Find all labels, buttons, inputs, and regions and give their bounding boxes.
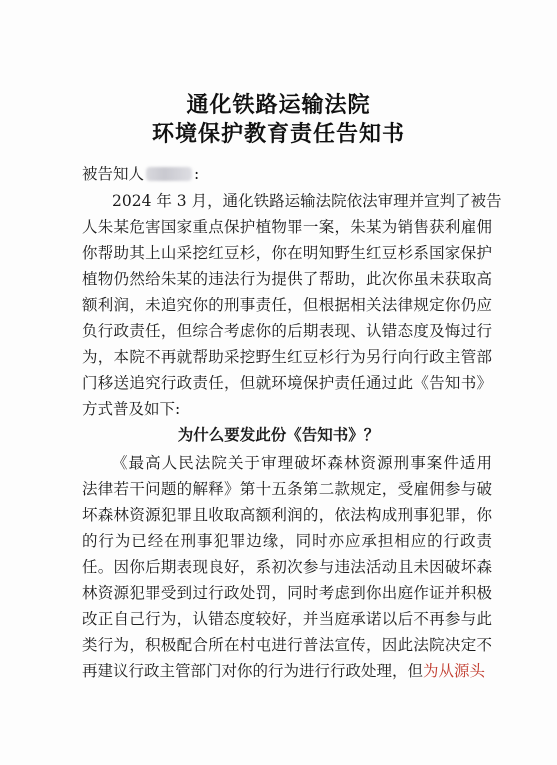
paragraph-text: 再建议行政主管部门对你的行为进行行政处理，但 — [82, 662, 424, 680]
highlighted-text: 为从源头 — [423, 662, 486, 680]
paragraph-line — [82, 660, 492, 682]
paragraph-line: 法律若干问题的解释》第十五条第二款规定，受雇佣参与破 — [82, 480, 492, 498]
paragraph-line: 人朱某危害国家重点保护植物罪一案，朱某为销售获利雇佣 — [82, 218, 492, 236]
document-title-notice: 环境保护教育责任告知书 — [151, 121, 405, 147]
paragraph-line: 任。因你后期表现良好，系初次参与违法活动且未因破坏森 — [82, 558, 492, 576]
paragraph-line: 2024 年 3 月，通化铁路运输法院依法审理并宣判了被告 — [112, 192, 502, 210]
paragraph-line: 方式普及如下: — [82, 400, 181, 418]
section-heading: 为什么要发此份《告知书》？ — [177, 425, 380, 444]
paragraph-line: 的行为已经在刑事犯罪边缘，同时亦应承担相应的行政责 — [82, 532, 492, 550]
redacted-name — [146, 167, 192, 181]
paragraph-line: 负行政责任，但综合考虑你的后期表现、认错态度及悔过行 — [82, 322, 492, 340]
addressee-suffix: : — [194, 165, 200, 183]
addressee-line — [82, 163, 199, 185]
paragraph-line: 你帮助其上山采挖红豆杉，你在明知野生红豆杉系国家保护 — [82, 244, 492, 262]
paragraph-line: 为，本院不再就帮助采挖野生红豆杉行为另行向行政主管部 — [82, 348, 492, 366]
paragraph-line: 门移送追究行政责任，但就环境保护责任通过此《告知书》 — [82, 374, 492, 392]
paragraph-line: 坏森林资源犯罪且收取高额利润的，依法构成刑事犯罪，你 — [82, 506, 492, 524]
paragraph-line: 改正自己行为，认错态度较好，并当庭承诺以后不再参与此 — [82, 610, 492, 628]
paragraph-line: 额利润，未追究你的刑事责任，但根据相关法律规定你仍应 — [82, 296, 492, 314]
addressee-label: 被告知人 — [82, 165, 145, 183]
paragraph-line: 植物仍然给朱某的违法行为提供了帮助，此次你虽未获取高 — [82, 270, 492, 288]
paragraph-line: 《最高人民法院关于审理破坏森林资源刑事案件适用 — [112, 454, 492, 472]
paragraph-line: 类行为，积极配合所在村屯进行普法宣传，因此法院决定不 — [82, 636, 492, 654]
paragraph-line: 林资源犯罪受到过行政处罚，同时考虑到你出庭作证并积极 — [82, 584, 492, 602]
document-title-court: 通化铁路运输法院 — [186, 92, 371, 118]
